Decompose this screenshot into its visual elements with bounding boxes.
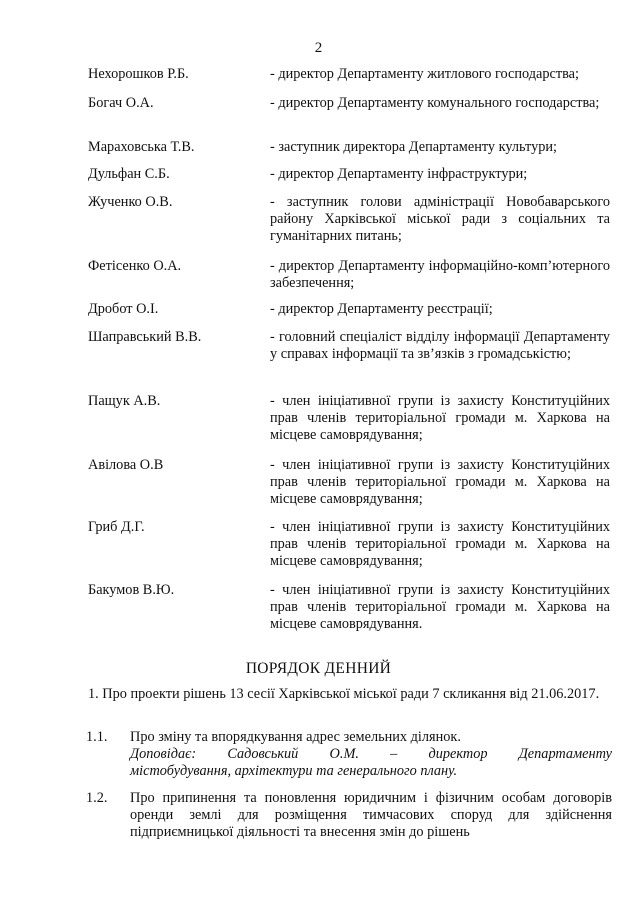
agenda-intro: 1. Про проекти рішень 13 сесії Харківської міської ради 7 скликання від 21.06.2017. [88,686,600,702]
attendee-name: Авілова О.В [88,457,164,473]
attendee-role: - член ініціативної групи із захисту Конституційних прав членів територіальної громади м. Харкова на місцеве самоврядування; [270,457,610,507]
attendee-name: Богач О.А. [88,95,154,111]
speaker-word: О.М. [329,746,359,762]
speaker-word: Садовський [227,746,299,762]
attendee-name: Шаправський В.В. [88,329,202,345]
agenda-item-speaker [130,746,612,763]
speaker-word: директор [428,746,488,762]
attendee-role: - директор Департаменту комунального господарства; [270,95,600,111]
attendee-role: - член ініціативної групи із захисту Конституційних прав членів територіальної громади м. Харкова на місцеве самоврядування; [270,393,610,443]
speaker-word: Доповідає: [130,746,197,762]
agenda-item-text: Про припинення та поновлення юридичним і фізичним особам договорів оренди землі для розміщення тимчасових споруд для здійснення підприємницької діяльності та внесення змін до рішень [130,790,612,840]
attendee-role: - член ініціативної групи із захисту Конституційних прав членів територіальної громади м. Харкова на місцеве самоврядування; [270,519,610,569]
attendee-role: - заступник голови адміністрації Новобаварського району Харківської міської ради з соціальних та гуманітарних питань; [270,194,610,244]
attendee-name: Пащук А.В. [88,393,161,409]
attendee-role: - заступник директора Департаменту культури; [270,139,557,155]
attendee-role: - головний спеціаліст відділу інформації Департаменту у справах інформації та зв’язків з громадськістю; [270,329,610,362]
page-number: 2 [314,40,323,56]
attendee-role: - член ініціативної групи із захисту Конституційних прав членів територіальної громади м. Харкова на місцеве самоврядування. [270,582,610,632]
attendee-name: Фетісенко О.А. [88,258,182,274]
attendee-role: - директор Департаменту реєстрації; [270,301,493,317]
attendee-name: Гриб Д.Г. [88,519,145,535]
attendee-name: Жученко О.В. [88,194,173,210]
attendee-name: Нехорошков Р.Б. [88,66,189,82]
agenda-item-number: 1.1. [86,729,108,745]
attendee-name: Бакумов В.Ю. [88,582,175,598]
attendee-name: Дробот О.І. [88,301,159,317]
attendee-role: - директор Департаменту інфраструктури; [270,166,528,182]
agenda-item-number: 1.2. [86,790,108,806]
speaker-word: Департаменту [518,746,612,762]
agenda-item-body [130,729,612,780]
agenda-heading: ПОРЯДОК ДЕННИЙ [245,660,392,677]
agenda-item-speaker-rest: містобудування, архітектури та генерального плану. [130,763,458,779]
attendee-role: - директор Департаменту інформаційно-комп’ютерного забезпечення; [270,258,610,291]
attendee-name: Дульфан С.Б. [88,166,170,182]
attendee-role: - директор Департаменту житлового господарства; [270,66,579,82]
speaker-word: – [390,746,398,762]
attendee-name: Мараховська Т.В. [88,139,195,155]
agenda-item-text: Про зміну та впорядкування адрес земельних ділянок. [130,729,461,745]
